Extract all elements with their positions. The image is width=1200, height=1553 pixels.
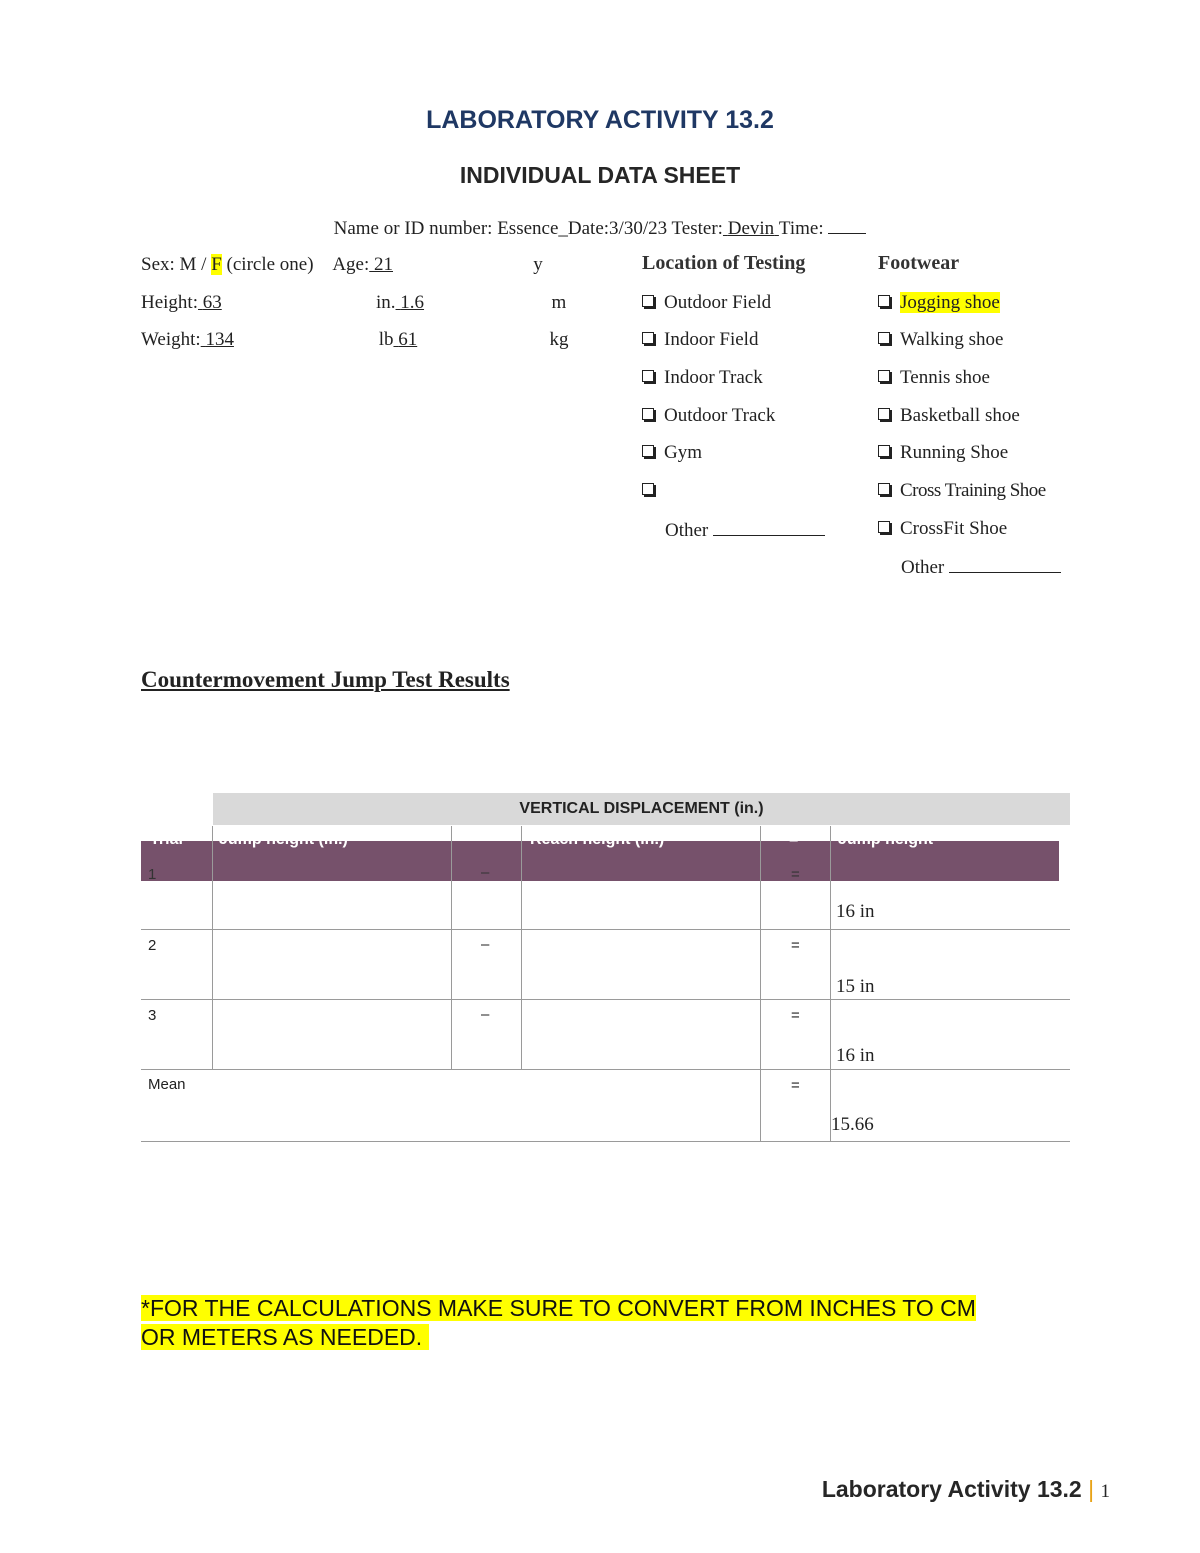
table-divider [212,826,213,1070]
age-field[interactable]: 21 [374,254,393,275]
col-jump-height-in: Jump height (in.) [219,831,348,848]
location-option-blank[interactable] [642,480,664,502]
row-2-result[interactable]: 15 in [836,976,875,997]
footwear-option-running[interactable]: Running Shoe [878,442,1008,464]
checkbox-icon[interactable] [878,483,890,495]
sex-age-row [141,254,543,276]
weight-label: Weight: [141,329,201,350]
checkbox-icon[interactable] [878,332,890,344]
table-divider [141,1069,1070,1070]
row-1-equals: = [791,866,800,883]
row-1-minus: – [481,864,490,881]
checkbox-icon[interactable] [642,332,654,344]
location-other-field[interactable] [713,518,825,536]
weight-kg-unit: kg [549,329,569,350]
footwear-option-basketball[interactable]: Basketball shoe [878,405,1020,427]
checkbox-icon[interactable] [642,483,654,495]
checkbox-icon[interactable] [642,295,654,307]
col-trial: Trial [150,831,183,848]
sex-hint: (circle one) [226,254,314,275]
conversion-note [141,1294,976,1352]
table-divider [521,826,522,1070]
row-3-minus: – [481,1006,490,1023]
footwear-other: Other [901,555,1061,579]
checkbox-icon[interactable] [878,370,890,382]
footwear-option-walking[interactable]: Walking shoe [878,329,1003,351]
id-line: Name or ID number: Essence_Date:3/30/23 Tester: Devin Time: [0,216,1200,240]
footwear-option-crossfit[interactable]: CrossFit Shoe [878,518,1007,540]
page-title: LABORATORY ACTIVITY 13.2 [426,106,774,134]
tester-label: Tester: [671,218,723,239]
page-number: 1 [1100,1481,1110,1502]
table-divider [141,1141,1070,1142]
footwear-other-field[interactable] [949,555,1061,573]
weight-lb-unit: lb [378,329,394,350]
weight-row [141,329,568,351]
row-3-equals: = [791,1007,800,1024]
table-divider [830,826,831,1142]
col-minus: – [480,831,489,848]
sex-label: Sex: M / [141,254,207,275]
location-option-gym[interactable]: Gym [642,442,702,464]
section-title: Countermovement Jump Test Results [141,667,510,692]
footwear-option-tennis[interactable]: Tennis shoe [878,367,990,389]
note-line-2: OR METERS AS NEEDED. [141,1324,423,1350]
name-label: Name or ID number: [333,218,493,239]
checkbox-icon[interactable] [878,521,890,533]
row-1-result[interactable]: 16 in [836,901,875,922]
col-equals: = [789,831,799,848]
checkbox-icon[interactable] [642,445,654,457]
row-2-equals: = [791,937,800,954]
location-option-indoor-track[interactable]: Indoor Track [642,367,763,389]
height-in-field[interactable]: 63 [202,292,222,313]
checkbox-icon[interactable] [878,408,890,420]
note-line-1: *FOR THE CALCULATIONS MAKE SURE TO CONVERT FROM INCHES TO CM [141,1295,976,1321]
row-1-trial: 1 [148,866,157,883]
checkbox-icon[interactable] [878,295,890,307]
date-label: Date: [567,218,610,239]
row-3-trial: 3 [148,1007,157,1024]
age-unit: y [533,254,543,275]
footer-label: Laboratory Activity 13.2 [821,1476,1082,1502]
checkbox-icon[interactable] [642,370,654,382]
checkbox-icon[interactable] [642,408,654,420]
table-header-labels [141,831,1059,855]
location-option-outdoor-field[interactable]: Outdoor Field [642,292,771,314]
height-row [141,292,566,314]
table-divider [141,929,1070,930]
weight-lb-field[interactable]: 134 [205,329,234,350]
location-heading: Location of Testing [642,252,806,274]
date-value[interactable]: 3/30/23 [609,218,668,239]
sex-selected[interactable]: F [211,254,222,275]
name-value[interactable]: Essence [497,218,559,239]
mean-equals: = [791,1077,800,1094]
height-m-field[interactable]: 1.6 [400,292,425,313]
footwear-heading: Footwear [878,252,960,274]
checkbox-icon[interactable] [878,445,890,457]
location-option-outdoor-track[interactable]: Outdoor Track [642,405,775,427]
footwear-option-cross-training[interactable]: Cross Training Shoe [878,480,1046,502]
col-reach-height-in: Reach height (in.) [530,831,665,848]
footer-separator: | [1088,1476,1095,1502]
location-option-indoor-field[interactable]: Indoor Field [642,329,758,351]
col-jump-height: Jump height [838,831,934,848]
table-group-header: VERTICAL DISPLACEMENT (in.) [213,793,1070,825]
height-label: Height: [141,292,198,313]
time-field[interactable] [828,216,866,234]
row-3-result[interactable]: 16 in [836,1045,875,1066]
table-divider [760,826,761,1142]
location-other: Other [665,518,825,542]
mean-label: Mean [148,1076,186,1093]
row-2-trial: 2 [148,937,157,954]
table-divider [451,826,452,1070]
footwear-option-jogging[interactable]: Jogging shoe [878,292,1000,314]
time-label: Time: [778,218,824,239]
page-subtitle: INDIVIDUAL DATA SHEET [459,162,741,188]
mean-result[interactable]: 15.66 [831,1114,874,1135]
row-2-minus: – [481,936,490,953]
age-label: Age: [332,254,370,275]
tester-value[interactable]: Devin [727,218,775,239]
table-divider [141,999,1070,1000]
height-m-unit: m [551,292,567,313]
height-in-unit: in. [376,292,396,313]
page-footer [822,1476,1110,1503]
weight-kg-field[interactable]: 61 [398,329,418,350]
